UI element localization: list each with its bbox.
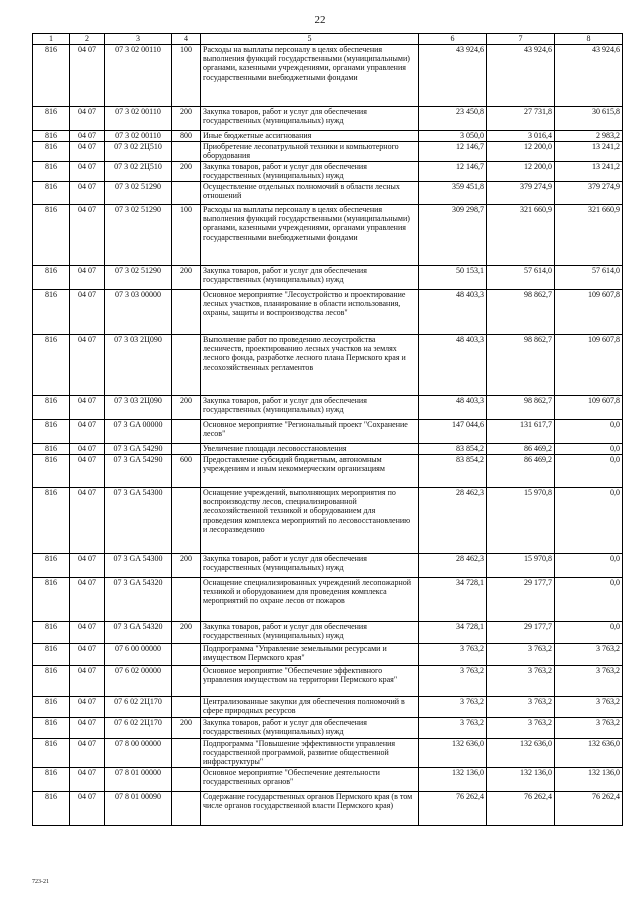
item-description: Основное мероприятие "Обеспечение деятельности государственных органов"	[201, 767, 419, 791]
expense-type-code	[172, 182, 201, 205]
item-description: Закупка товаров, работ и услуг для обеспечения государственных (муниципальных) нужд	[201, 162, 419, 182]
item-description: Предоставление субсидий бюджетным, автономным учреждениям и иным некоммерческим организациям	[201, 455, 419, 488]
item-description: Основное мероприятие "Региональный проект "Сохранение лесов"	[201, 420, 419, 444]
expense-type-code	[172, 335, 201, 396]
item-description: Оснащение специализированных учреждений лесопожарной техникой и оборудованием для проведения комплекса мероприятий по охране лесов от пожаров	[201, 578, 419, 622]
agency-code: 816	[33, 162, 70, 182]
column-header: 5	[201, 34, 419, 45]
target-article-code: 07 3 GA 54300	[105, 554, 172, 578]
amount-col8: 109 607,8	[555, 396, 623, 420]
amount-col6: 12 146,7	[419, 142, 487, 162]
item-description: Выполнение работ по проведению лесоустройства лесничеств, проектированию лесных участков на землях лесного фонда, разработке лесного плана Пермского края и лесохозяйственных регламентов	[201, 335, 419, 396]
target-article-code: 07 3 03 2Ц090	[105, 396, 172, 420]
table-row	[33, 578, 623, 622]
target-article-code: 07 3 02 51290	[105, 266, 172, 290]
target-article-code: 07 3 02 2Ц510	[105, 142, 172, 162]
agency-code: 816	[33, 791, 70, 825]
column-header: 8	[555, 34, 623, 45]
table-row	[33, 290, 623, 335]
amount-col6: 34 728,1	[419, 578, 487, 622]
target-article-code: 07 3 02 00110	[105, 45, 172, 107]
amount-col7: 15 970,8	[487, 554, 555, 578]
section-code: 04 07	[70, 45, 105, 107]
table-row	[33, 739, 623, 768]
item-description: Закупка товаров, работ и услуг для обеспечения государственных (муниципальных) нужд	[201, 622, 419, 644]
item-description: Закупка товаров, работ и услуг для обеспечения государственных (муниципальных) нужд	[201, 266, 419, 290]
amount-col7: 27 731,8	[487, 107, 555, 131]
table-row	[33, 444, 623, 455]
section-code: 04 07	[70, 290, 105, 335]
amount-col6: 83 854,2	[419, 444, 487, 455]
table-row	[33, 697, 623, 718]
amount-col8: 0,0	[555, 488, 623, 554]
table-row	[33, 162, 623, 182]
amount-col8: 57 614,0	[555, 266, 623, 290]
section-code: 04 07	[70, 420, 105, 444]
agency-code: 816	[33, 420, 70, 444]
section-code: 04 07	[70, 739, 105, 768]
amount-col7: 57 614,0	[487, 266, 555, 290]
column-header: 6	[419, 34, 487, 45]
amount-col6: 12 146,7	[419, 162, 487, 182]
item-description: Основное мероприятие "Обеспечение эффективного управления имуществом на территории Пермского края"	[201, 666, 419, 697]
item-description: Расходы на выплаты персоналу в целях обеспечения выполнения функций государственными (муниципальными) органами, казенными учреждениями, органами управления государственными внебюджетными фондами	[201, 45, 419, 107]
amount-col7: 43 924,6	[487, 45, 555, 107]
amount-col6: 3 763,2	[419, 718, 487, 739]
target-article-code: 07 3 02 51290	[105, 182, 172, 205]
amount-col7: 86 469,2	[487, 455, 555, 488]
target-article-code: 07 3 02 00110	[105, 107, 172, 131]
amount-col7: 132 136,0	[487, 767, 555, 791]
expense-type-code: 200	[172, 554, 201, 578]
agency-code: 816	[33, 444, 70, 455]
item-description: Закупка товаров, работ и услуг для обеспечения государственных (муниципальных) нужд	[201, 396, 419, 420]
table-row	[33, 554, 623, 578]
target-article-code: 07 3 02 51290	[105, 205, 172, 266]
section-code: 04 07	[70, 205, 105, 266]
item-description: Расходы на выплаты персоналу в целях обеспечения выполнения функций государственными (муниципальными) органами, казенными учреждениями, органами управления государственными внебюджетными фондами	[201, 205, 419, 266]
amount-col6: 48 403,3	[419, 290, 487, 335]
expense-type-code	[172, 578, 201, 622]
expense-type-code: 100	[172, 45, 201, 107]
section-code: 04 07	[70, 444, 105, 455]
amount-col8: 321 660,9	[555, 205, 623, 266]
section-code: 04 07	[70, 666, 105, 697]
amount-col8: 13 241,2	[555, 162, 623, 182]
item-description: Иные бюджетные ассигнования	[201, 131, 419, 142]
amount-col7: 131 617,7	[487, 420, 555, 444]
amount-col7: 86 469,2	[487, 444, 555, 455]
amount-col8: 132 136,0	[555, 767, 623, 791]
expense-type-code: 600	[172, 455, 201, 488]
amount-col6: 43 924,6	[419, 45, 487, 107]
amount-col6: 132 636,0	[419, 739, 487, 768]
amount-col6: 359 451,8	[419, 182, 487, 205]
amount-col8: 76 262,4	[555, 791, 623, 825]
amount-col8: 3 763,2	[555, 666, 623, 697]
section-code: 04 07	[70, 182, 105, 205]
amount-col8: 43 924,6	[555, 45, 623, 107]
amount-col6: 28 462,3	[419, 554, 487, 578]
target-article-code: 07 3 02 2Ц510	[105, 162, 172, 182]
column-header: 1	[33, 34, 70, 45]
section-code: 04 07	[70, 335, 105, 396]
table-row	[33, 791, 623, 825]
target-article-code: 07 3 GA 54320	[105, 622, 172, 644]
amount-col6: 147 044,6	[419, 420, 487, 444]
amount-col7: 321 660,9	[487, 205, 555, 266]
column-header: 4	[172, 34, 201, 45]
table-row	[33, 107, 623, 131]
item-description: Закупка товаров, работ и услуг для обеспечения государственных (муниципальных) нужд	[201, 107, 419, 131]
section-code: 04 07	[70, 767, 105, 791]
item-description: Закупка товаров, работ и услуг для обеспечения государственных (муниципальных) нужд	[201, 718, 419, 739]
target-article-code: 07 3 GA 54320	[105, 578, 172, 622]
agency-code: 816	[33, 554, 70, 578]
expense-type-code: 200	[172, 718, 201, 739]
amount-col6: 132 136,0	[419, 767, 487, 791]
amount-col7: 98 862,7	[487, 396, 555, 420]
expense-type-code	[172, 739, 201, 768]
target-article-code: 07 3 GA 54300	[105, 488, 172, 554]
expense-type-code	[172, 290, 201, 335]
amount-col8: 3 763,2	[555, 697, 623, 718]
expense-type-code: 200	[172, 162, 201, 182]
item-description: Основное мероприятие "Лесоустройство и проектирование лесных участков, планирование в области использования, охраны, защиты и воспроизводства лесов"	[201, 290, 419, 335]
item-description: Приобретение лесопатрульной техники и компьютерного оборудования	[201, 142, 419, 162]
section-code: 04 07	[70, 578, 105, 622]
expense-type-code: 200	[172, 622, 201, 644]
amount-col8: 109 607,8	[555, 335, 623, 396]
table-row	[33, 666, 623, 697]
section-code: 04 07	[70, 554, 105, 578]
table-row	[33, 396, 623, 420]
expense-type-code	[172, 791, 201, 825]
section-code: 04 07	[70, 396, 105, 420]
amount-col6: 23 450,8	[419, 107, 487, 131]
table-row	[33, 455, 623, 488]
section-code: 04 07	[70, 162, 105, 182]
amount-col7: 29 177,7	[487, 622, 555, 644]
expense-type-code	[172, 767, 201, 791]
expense-type-code	[172, 420, 201, 444]
table-row	[33, 420, 623, 444]
amount-col7: 132 636,0	[487, 739, 555, 768]
amount-col6: 34 728,1	[419, 622, 487, 644]
agency-code: 816	[33, 578, 70, 622]
amount-col6: 48 403,3	[419, 335, 487, 396]
section-code: 04 07	[70, 266, 105, 290]
agency-code: 816	[33, 644, 70, 666]
agency-code: 816	[33, 455, 70, 488]
expense-type-code	[172, 666, 201, 697]
agency-code: 816	[33, 396, 70, 420]
expense-type-code	[172, 697, 201, 718]
section-code: 04 07	[70, 455, 105, 488]
amount-col7: 98 862,7	[487, 335, 555, 396]
table-row	[33, 205, 623, 266]
target-article-code: 07 6 02 2Ц170	[105, 697, 172, 718]
item-description: Содержание государственных органов Пермского края (в том числе органов государственной власти Пермского края)	[201, 791, 419, 825]
target-article-code: 07 8 01 00000	[105, 767, 172, 791]
page-number: 22	[314, 14, 326, 26]
expense-type-code	[172, 444, 201, 455]
item-description: Централизованные закупки для обеспечения полномочий в сфере природных ресурсов	[201, 697, 419, 718]
target-article-code: 07 3 02 00110	[105, 131, 172, 142]
section-code: 04 07	[70, 697, 105, 718]
expense-type-code: 100	[172, 205, 201, 266]
section-code: 04 07	[70, 107, 105, 131]
amount-col6: 3 050,0	[419, 131, 487, 142]
amount-col7: 98 862,7	[487, 290, 555, 335]
expense-type-code: 200	[172, 396, 201, 420]
amount-col7: 76 262,4	[487, 791, 555, 825]
expense-type-code	[172, 644, 201, 666]
column-number-row	[33, 34, 623, 45]
amount-col8: 3 763,2	[555, 718, 623, 739]
amount-col6: 3 763,2	[419, 644, 487, 666]
amount-col8: 132 636,0	[555, 739, 623, 768]
amount-col8: 109 607,8	[555, 290, 623, 335]
target-article-code: 07 3 GA 00000	[105, 420, 172, 444]
agency-code: 816	[33, 107, 70, 131]
table-row	[33, 622, 623, 644]
table-row	[33, 45, 623, 107]
section-code: 04 07	[70, 622, 105, 644]
item-description: Подпрограмма "Повышение эффективности управления государственной программой, развитие общественной инфраструктуры"	[201, 739, 419, 768]
amount-col6: 83 854,2	[419, 455, 487, 488]
table-row	[33, 142, 623, 162]
amount-col7: 3 016,4	[487, 131, 555, 142]
agency-code: 816	[33, 45, 70, 107]
target-article-code: 07 6 02 2Ц170	[105, 718, 172, 739]
agency-code: 816	[33, 666, 70, 697]
agency-code: 816	[33, 205, 70, 266]
amount-col7: 29 177,7	[487, 578, 555, 622]
section-code: 04 07	[70, 644, 105, 666]
target-article-code: 07 6 02 00000	[105, 666, 172, 697]
target-article-code: 07 3 GA 54290	[105, 444, 172, 455]
target-article-code: 07 3 03 2Ц090	[105, 335, 172, 396]
expense-type-code	[172, 142, 201, 162]
expense-type-code: 200	[172, 266, 201, 290]
amount-col6: 3 763,2	[419, 697, 487, 718]
agency-code: 816	[33, 739, 70, 768]
target-article-code: 07 8 00 00000	[105, 739, 172, 768]
agency-code: 816	[33, 767, 70, 791]
item-description: Увеличение площади лесовосстановления	[201, 444, 419, 455]
column-header: 2	[70, 34, 105, 45]
amount-col6: 309 298,7	[419, 205, 487, 266]
target-article-code: 07 3 GA 54290	[105, 455, 172, 488]
section-code: 04 07	[70, 142, 105, 162]
agency-code: 816	[33, 142, 70, 162]
amount-col8: 379 274,9	[555, 182, 623, 205]
agency-code: 816	[33, 131, 70, 142]
section-code: 04 07	[70, 791, 105, 825]
table-row	[33, 266, 623, 290]
amount-col7: 3 763,2	[487, 718, 555, 739]
expense-type-code: 800	[172, 131, 201, 142]
item-description: Подпрограмма "Управление земельными ресурсами и имуществом Пермского края"	[201, 644, 419, 666]
amount-col8: 13 241,2	[555, 142, 623, 162]
section-code: 04 07	[70, 488, 105, 554]
item-description: Осуществление отдельных полномочий в области лесных отношений	[201, 182, 419, 205]
agency-code: 816	[33, 718, 70, 739]
agency-code: 816	[33, 622, 70, 644]
table-row	[33, 488, 623, 554]
amount-col6: 50 153,1	[419, 266, 487, 290]
section-code: 04 07	[70, 718, 105, 739]
agency-code: 816	[33, 488, 70, 554]
expense-type-code	[172, 488, 201, 554]
amount-col7: 3 763,2	[487, 697, 555, 718]
budget-table	[32, 33, 623, 826]
agency-code: 816	[33, 266, 70, 290]
amount-col7: 3 763,2	[487, 666, 555, 697]
amount-col8: 0,0	[555, 554, 623, 578]
amount-col8: 0,0	[555, 420, 623, 444]
target-article-code: 07 6 00 00000	[105, 644, 172, 666]
agency-code: 816	[33, 697, 70, 718]
amount-col8: 2 983,2	[555, 131, 623, 142]
column-header: 7	[487, 34, 555, 45]
expense-type-code: 200	[172, 107, 201, 131]
table-row	[33, 182, 623, 205]
item-description: Закупка товаров, работ и услуг для обеспечения государственных (муниципальных) нужд	[201, 554, 419, 578]
amount-col7: 15 970,8	[487, 488, 555, 554]
amount-col8: 30 615,8	[555, 107, 623, 131]
amount-col7: 3 763,2	[487, 644, 555, 666]
amount-col6: 28 462,3	[419, 488, 487, 554]
column-header: 3	[105, 34, 172, 45]
amount-col6: 76 262,4	[419, 791, 487, 825]
amount-col7: 379 274,9	[487, 182, 555, 205]
section-code: 04 07	[70, 131, 105, 142]
agency-code: 816	[33, 290, 70, 335]
item-description: Оснащение учреждений, выполняющих мероприятия по воспроизводству лесов, специализированной лесохозяйственной техникой и оборудованием для проведения комплекса мероприятий по лесовосстановлению и лесоразведению	[201, 488, 419, 554]
amount-col7: 12 200,0	[487, 142, 555, 162]
table-row	[33, 335, 623, 396]
table-row	[33, 131, 623, 142]
agency-code: 816	[33, 335, 70, 396]
target-article-code: 07 8 01 00090	[105, 791, 172, 825]
amount-col8: 3 763,2	[555, 644, 623, 666]
amount-col6: 48 403,3	[419, 396, 487, 420]
table-row	[33, 644, 623, 666]
amount-col8: 0,0	[555, 578, 623, 622]
table-row	[33, 718, 623, 739]
agency-code: 816	[33, 182, 70, 205]
amount-col8: 0,0	[555, 444, 623, 455]
amount-col8: 0,0	[555, 455, 623, 488]
amount-col8: 0,0	[555, 622, 623, 644]
table-row	[33, 767, 623, 791]
target-article-code: 07 3 03 00000	[105, 290, 172, 335]
amount-col7: 12 200,0	[487, 162, 555, 182]
amount-col6: 3 763,2	[419, 666, 487, 697]
footer-code: 723-21	[32, 879, 49, 885]
